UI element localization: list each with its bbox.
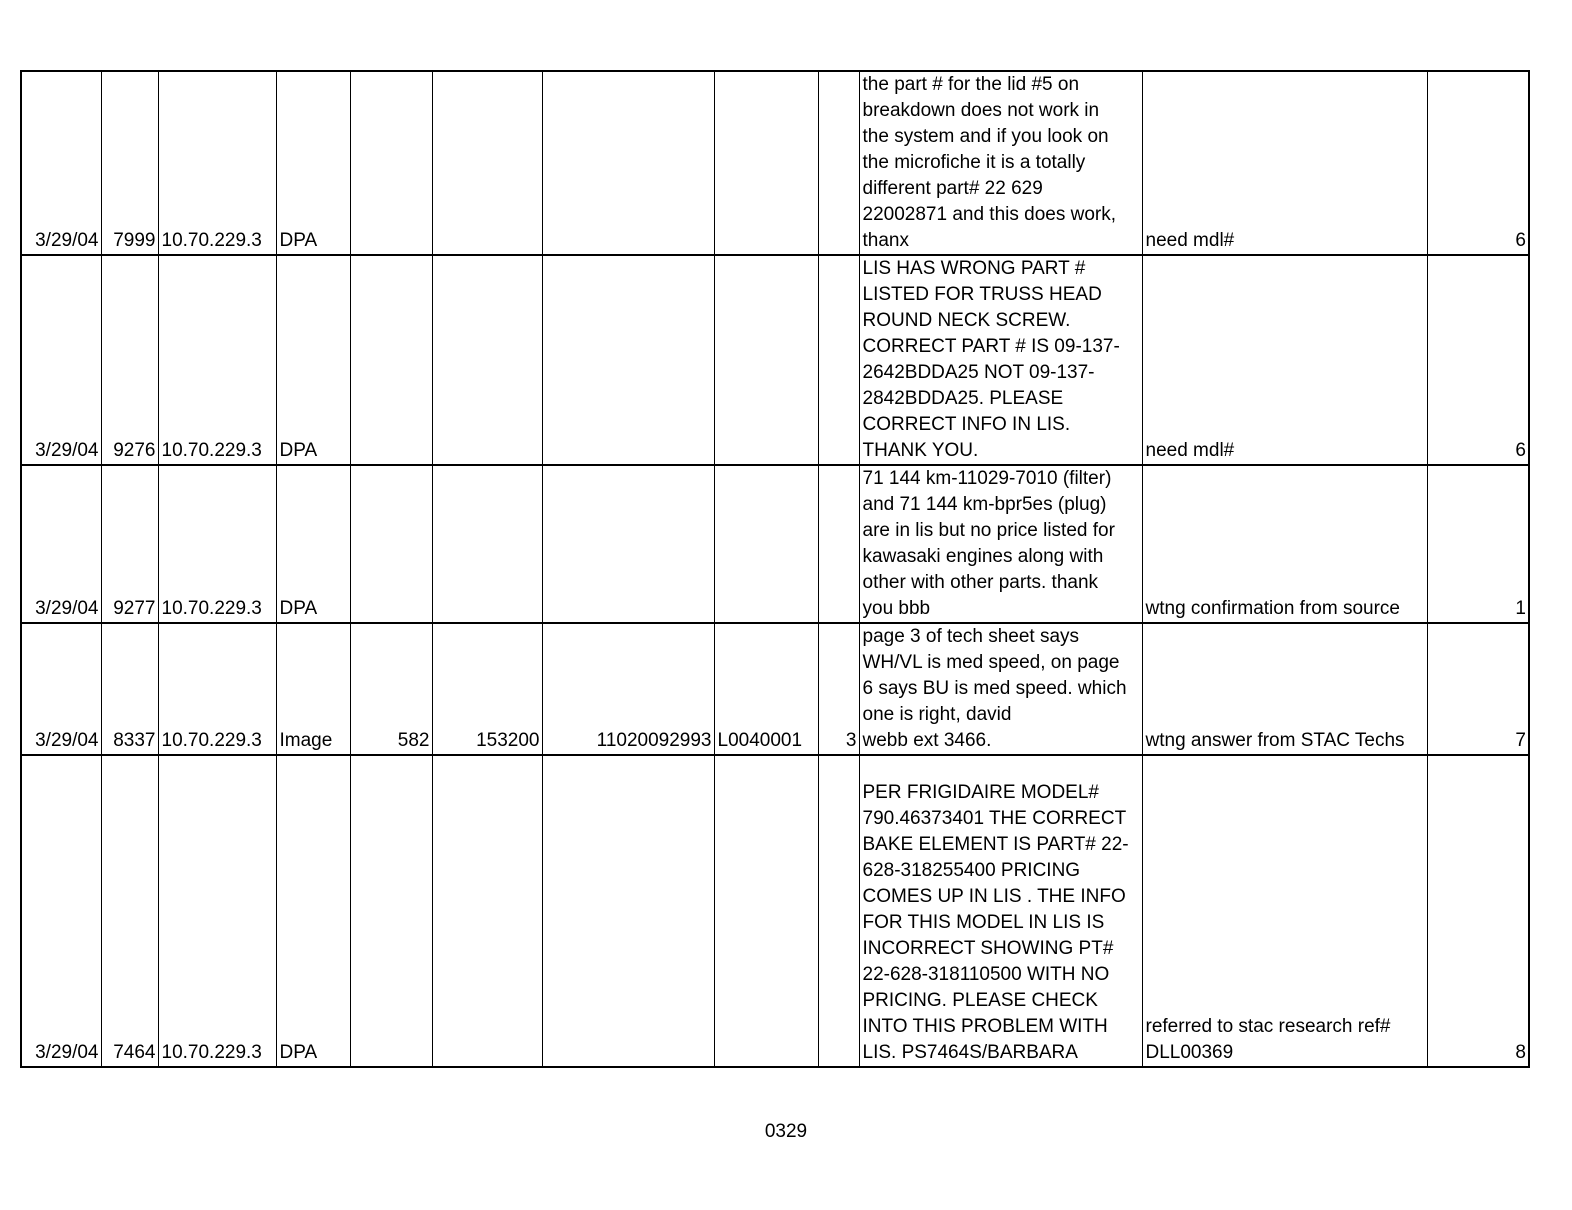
description-cell: PER FRIGIDAIRE MODEL# 790.46373401 THE CORRECT BAKE ELEMENT IS PART# 22- 628-318255400 PRICING COMES UP IN LIS . THE INFO FOR THIS MODEL IN LIS IS INCORRECT SHOWING PT# 22-628-318110500 WITH NO PRICING. PLEASE CHECK INTO THIS PROBLEM WITH LIS. PS7464S/BARBARA [859, 755, 1142, 1067]
description-cell: 71 144 km-11029-7010 (filter) and 71 144 km-bpr5es (plug) are in lis but no price listed for kawasaki engines along with other with other parts. thank you bbb [859, 465, 1142, 623]
status-cell: referred to stac research ref# DLL00369 [1142, 755, 1427, 1067]
id-cell: 7999 [101, 71, 158, 255]
code-cell: 7 [1427, 623, 1529, 755]
description-cell: page 3 of tech sheet says WH/VL is med speed, on page 6 says BU is med speed. which one is right, david webb ext 3466. [859, 623, 1142, 755]
table-row [21, 623, 1529, 755]
id-cell: 9276 [101, 255, 158, 465]
status-cell: wtng confirmation from source [1142, 465, 1427, 623]
date-cell: 3/29/04 [21, 465, 101, 623]
col7-cell [542, 465, 714, 623]
col6-cell [432, 465, 542, 623]
ip-cell: 10.70.229.3 [158, 71, 276, 255]
col8-cell: L0040001 [714, 623, 818, 755]
id-cell: 9277 [101, 465, 158, 623]
col9-cell: 3 [818, 623, 859, 755]
issue-log-table [20, 70, 1530, 1068]
table-row [21, 465, 1529, 623]
col5-cell [350, 71, 432, 255]
id-cell: 7464 [101, 755, 158, 1067]
type-cell: DPA [276, 465, 350, 623]
table-row [21, 755, 1529, 1067]
col8-cell [714, 465, 818, 623]
description-cell: the part # for the lid #5 on breakdown does not work in the system and if you look on the microfiche it is a totally different part# 22 629 22002871 and this does work, thanx [859, 71, 1142, 255]
type-cell: DPA [276, 755, 350, 1067]
ip-cell: 10.70.229.3 [158, 465, 276, 623]
type-cell: DPA [276, 255, 350, 465]
col9-cell [818, 755, 859, 1067]
date-cell: 3/29/04 [21, 755, 101, 1067]
code-cell: 6 [1427, 71, 1529, 255]
code-cell: 6 [1427, 255, 1529, 465]
ip-cell: 10.70.229.3 [158, 623, 276, 755]
ip-cell: 10.70.229.3 [158, 755, 276, 1067]
date-cell: 3/29/04 [21, 623, 101, 755]
col5-cell [350, 465, 432, 623]
col7-cell: 11020092993 [542, 623, 714, 755]
table-row [21, 255, 1529, 465]
type-cell: DPA [276, 71, 350, 255]
col8-cell [714, 255, 818, 465]
col7-cell [542, 71, 714, 255]
col5-cell [350, 255, 432, 465]
status-cell: need mdl# [1142, 71, 1427, 255]
col6-cell [432, 755, 542, 1067]
code-cell: 8 [1427, 755, 1529, 1067]
col7-cell [542, 255, 714, 465]
status-cell: wtng answer from STAC Techs [1142, 623, 1427, 755]
status-cell: need mdl# [1142, 255, 1427, 465]
col8-cell [714, 755, 818, 1067]
col7-cell [542, 755, 714, 1067]
col6-cell [432, 255, 542, 465]
col5-cell [350, 755, 432, 1067]
ip-cell: 10.70.229.3 [158, 255, 276, 465]
col9-cell [818, 255, 859, 465]
date-cell: 3/29/04 [21, 255, 101, 465]
col9-cell [818, 71, 859, 255]
code-cell: 1 [1427, 465, 1529, 623]
col5-cell: 582 [350, 623, 432, 755]
description-cell: LIS HAS WRONG PART # LISTED FOR TRUSS HEAD ROUND NECK SCREW. CORRECT PART # IS 09-137- 2642BDDA25 NOT 09-137- 2842BDDA25. PLEASE CORRECT INFO IN LIS. THANK YOU. [859, 255, 1142, 465]
date-cell: 3/29/04 [21, 71, 101, 255]
col9-cell [818, 465, 859, 623]
id-cell: 8337 [101, 623, 158, 755]
table-row [21, 71, 1529, 255]
col8-cell [714, 71, 818, 255]
col6-cell: 153200 [432, 623, 542, 755]
type-cell: Image [276, 623, 350, 755]
page-number: 0329 [764, 1121, 808, 1142]
col6-cell [432, 71, 542, 255]
